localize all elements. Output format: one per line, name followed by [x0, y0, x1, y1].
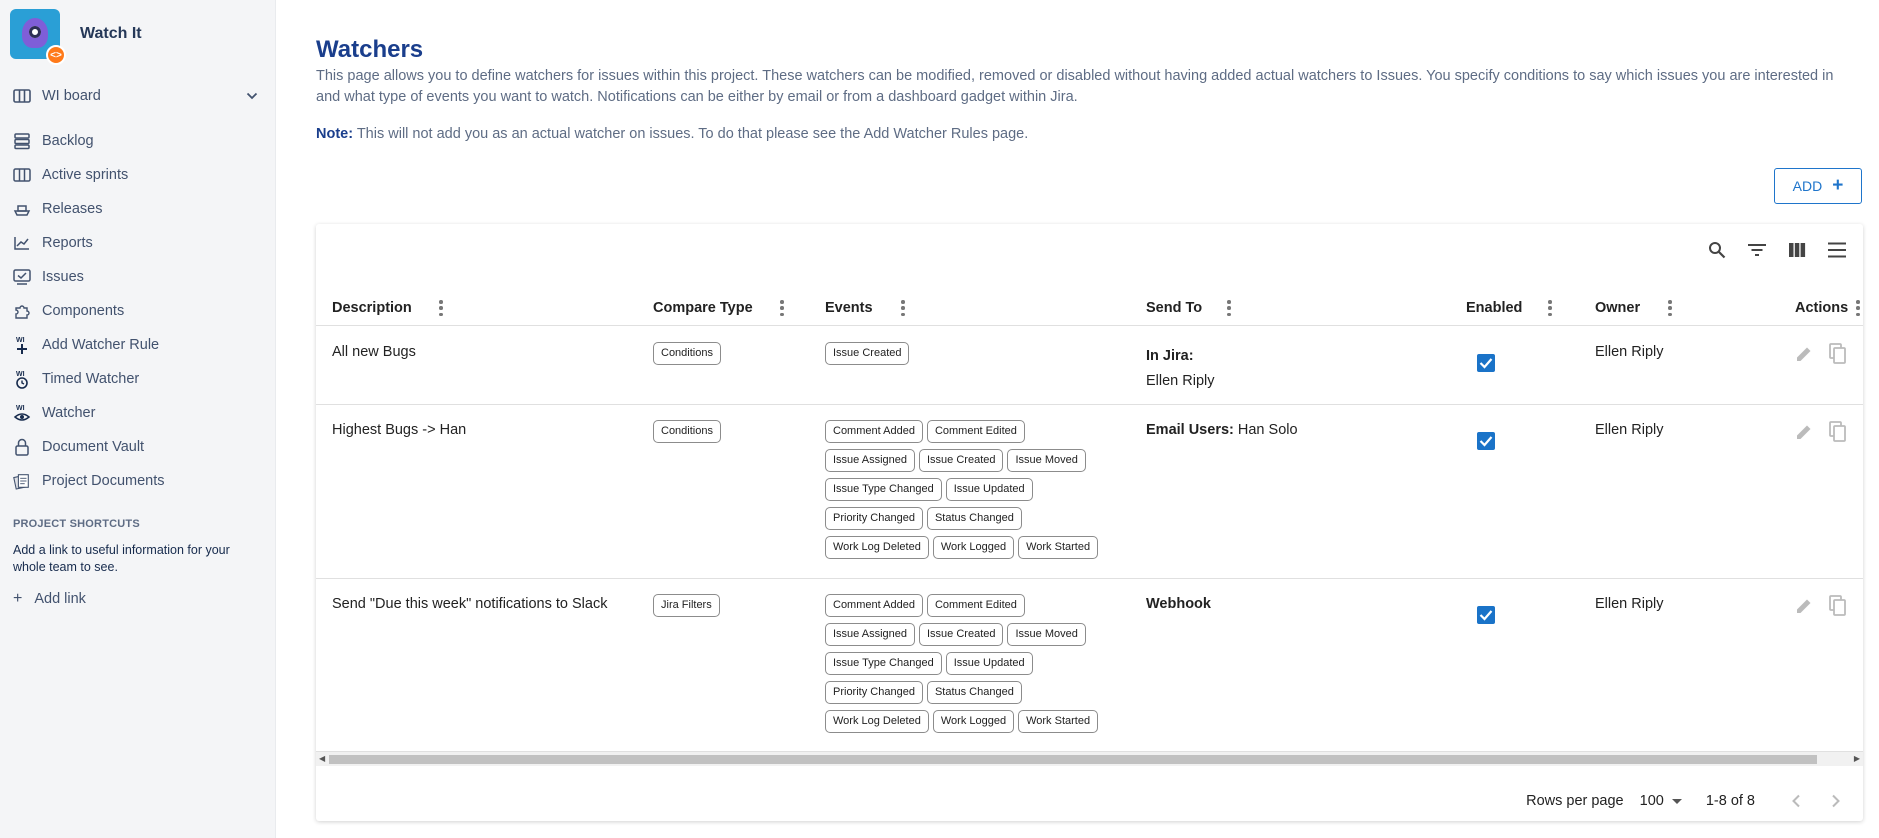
main-content	[316, 0, 1879, 838]
rows-per-page-value: 100	[1639, 793, 1664, 809]
column-menu-icon[interactable]	[900, 300, 906, 316]
event-chip: Comment Edited	[927, 594, 1025, 617]
previous-page-button[interactable]	[1783, 788, 1809, 814]
sidebar-item-watcher[interactable]	[0, 396, 275, 430]
column-header-compare-type[interactable]: Compare Type	[653, 299, 753, 316]
sidebar-item-releases[interactable]	[0, 192, 275, 226]
plus-icon: +	[13, 590, 23, 607]
add-watcher-button[interactable]	[1774, 168, 1862, 204]
horizontal-scrollbar[interactable]	[316, 752, 1863, 766]
compare-type-chip: Conditions	[653, 420, 721, 443]
event-chip: Issue Created	[919, 449, 1003, 472]
board-icon	[13, 87, 31, 105]
event-chip: Issue Moved	[1007, 623, 1085, 646]
row-send-to	[1146, 596, 1211, 612]
event-chip: Work Log Deleted	[825, 710, 929, 733]
svg-text:WI: WI	[16, 405, 25, 412]
column-header-enabled[interactable]: Enabled	[1466, 299, 1523, 316]
project-shortcuts-title: PROJECT SHORTCUTS	[13, 518, 140, 530]
event-chip: Issue Assigned	[825, 449, 915, 472]
row-enabled	[1477, 354, 1495, 372]
pagination-range: 1-8 of 8	[1705, 793, 1755, 809]
event-chip: Issue Type Changed	[825, 478, 942, 501]
row-owner: Ellen Riply	[1595, 344, 1664, 360]
send-to-value: Han Solo	[1237, 422, 1298, 438]
app-logo[interactable]	[10, 9, 60, 59]
note-label: Note:	[316, 126, 354, 142]
row-send-to	[1146, 422, 1298, 438]
compare-type-chip: Conditions	[653, 342, 721, 365]
row-events	[825, 342, 1115, 371]
row-owner: Ellen Riply	[1595, 422, 1664, 438]
wi-clock-icon	[13, 370, 31, 388]
event-chip: Comment Added	[825, 420, 923, 443]
page-intro: This page allows you to define watchers for issues within this project. These watchers can be modified, removed or disabled without having added actual watchers to Issues. You specify conditions to say which issues you are interested in and what type of events you want to watch. Notifications can be either by email or from a dashboard gadget within Jira.	[316, 68, 1834, 105]
column-header-description[interactable]: Description	[332, 299, 412, 316]
wi-eye-icon	[13, 404, 31, 422]
plus-icon: +	[1832, 175, 1844, 196]
chart-icon	[13, 234, 31, 252]
send-to-label: In Jira:	[1146, 348, 1194, 364]
column-header-owner[interactable]: Owner	[1595, 299, 1641, 316]
row-actions	[1794, 595, 1848, 617]
columns-icon	[13, 166, 31, 184]
row-description: Send "Due this week" notifications to Slack	[332, 596, 608, 612]
sidebar-item-label: Reports	[42, 235, 93, 251]
issues-icon	[13, 268, 31, 286]
copy-icon[interactable]	[1828, 595, 1848, 617]
edit-icon[interactable]	[1794, 595, 1814, 617]
compare-type-chip: Jira Filters	[653, 594, 720, 617]
table-row[interactable]	[316, 327, 1863, 405]
sidebar-board-selector[interactable]	[0, 78, 275, 114]
table-row[interactable]	[316, 579, 1863, 752]
code-icon: <>	[46, 45, 66, 65]
project-shortcuts-description: Add a link to useful information for your whole team to see.	[13, 543, 230, 574]
table-row[interactable]	[316, 405, 1863, 579]
row-compare-type	[653, 420, 725, 449]
sidebar-item-active-sprints[interactable]	[0, 158, 275, 192]
scroll-right-icon[interactable]: ▶	[1853, 754, 1860, 763]
add-link-label: Add link	[34, 591, 86, 607]
sidebar	[0, 0, 276, 838]
event-chip: Status Changed	[927, 681, 1022, 704]
search-icon[interactable]	[1705, 238, 1729, 262]
row-description: All new Bugs	[332, 344, 416, 360]
density-icon[interactable]	[1825, 238, 1849, 262]
sidebar-item-components[interactable]	[0, 294, 275, 328]
row-events	[825, 420, 1115, 565]
event-chip: Work Started	[1018, 536, 1098, 559]
sidebar-item-issues[interactable]	[0, 260, 275, 294]
row-compare-type	[653, 594, 724, 623]
event-chip: Work Logged	[933, 710, 1014, 733]
sidebar-item-label: Backlog	[42, 133, 94, 149]
rows-per-page-select[interactable]	[1640, 793, 1682, 809]
column-menu-icon[interactable]	[1226, 300, 1232, 316]
column-header-send-to[interactable]: Send To	[1146, 299, 1203, 316]
sidebar-item-label: Timed Watcher	[42, 371, 140, 387]
chevron-down-icon[interactable]	[246, 88, 258, 104]
table-header	[316, 289, 1863, 326]
event-chip: Issue Assigned	[825, 623, 915, 646]
event-chip: Issue Created	[825, 342, 909, 365]
puzzle-icon	[13, 302, 31, 320]
sidebar-item-label: Issues	[42, 269, 84, 285]
column-menu-icon[interactable]	[779, 300, 785, 316]
event-chip: Priority Changed	[825, 681, 923, 704]
page-note	[316, 126, 1028, 142]
event-chip: Status Changed	[927, 507, 1022, 530]
rows-per-page-label: Rows per page	[1526, 793, 1624, 809]
sidebar-item-document-vault[interactable]	[0, 430, 275, 464]
backlog-icon	[13, 132, 31, 150]
column-header-events[interactable]: Events	[825, 299, 873, 316]
caret-down-icon	[1672, 799, 1682, 804]
event-chip: Comment Added	[825, 594, 923, 617]
watchers-table	[316, 224, 1863, 821]
filter-icon[interactable]	[1745, 238, 1769, 262]
send-to-value: Ellen Riply	[1146, 373, 1215, 389]
sidebar-item-label: Document Vault	[42, 439, 145, 455]
sidebar-item-add-watcher-rule[interactable]	[0, 328, 275, 362]
row-enabled	[1477, 606, 1495, 624]
row-send-to	[1146, 344, 1215, 394]
copy-icon[interactable]	[1828, 421, 1848, 443]
table-pagination	[1526, 784, 1863, 818]
sidebar-item-project-documents[interactable]	[0, 464, 275, 498]
app-header	[0, 0, 275, 68]
event-chip: Issue Moved	[1007, 449, 1085, 472]
sidebar-item-label: Add Watcher Rule	[42, 337, 160, 353]
row-enabled	[1477, 432, 1495, 450]
view-columns-icon[interactable]	[1785, 238, 1809, 262]
column-menu-icon[interactable]	[1667, 300, 1673, 316]
copy-icon[interactable]	[1828, 343, 1848, 365]
note-text: This will not add you as an actual watcher on issues. To do that please see the Add Watcher Rules page.	[353, 126, 1029, 142]
wi-plus-icon	[13, 336, 31, 354]
event-chip: Work Log Deleted	[825, 536, 929, 559]
sidebar-item-timed-watcher[interactable]	[0, 362, 275, 396]
event-chip: Work Logged	[933, 536, 1014, 559]
row-actions	[1794, 421, 1848, 443]
scroll-left-icon[interactable]: ◀	[319, 754, 326, 763]
send-to-label: Webhook	[1146, 596, 1211, 612]
edit-icon[interactable]	[1794, 421, 1814, 443]
table-toolbar	[1705, 238, 1849, 262]
sidebar-item-label: Active sprints	[42, 167, 129, 183]
sidebar-item-label: Watcher	[42, 405, 96, 421]
sidebar-item-backlog[interactable]	[0, 124, 275, 158]
event-chip: Work Started	[1018, 710, 1098, 733]
ship-icon	[13, 200, 31, 218]
add-button-label: ADD	[1792, 178, 1823, 194]
edit-icon[interactable]	[1794, 343, 1814, 365]
sidebar-nav	[0, 78, 275, 498]
scrollbar-thumb[interactable]	[329, 755, 1817, 764]
event-chip: Priority Changed	[825, 507, 923, 530]
row-actions	[1794, 343, 1848, 365]
documents-icon	[13, 472, 31, 490]
row-description: Highest Bugs -> Han	[332, 422, 467, 438]
column-menu-icon[interactable]	[1547, 300, 1553, 316]
sidebar-item-reports[interactable]	[0, 226, 275, 260]
column-menu-icon[interactable]	[438, 300, 444, 316]
sidebar-item-label: Releases	[42, 201, 103, 217]
event-chip: Comment Edited	[927, 420, 1025, 443]
enabled-checkbox[interactable]	[1477, 606, 1495, 624]
enabled-checkbox[interactable]	[1477, 432, 1495, 450]
event-chip: Issue Updated	[946, 652, 1033, 675]
event-chip: Issue Created	[919, 623, 1003, 646]
eye-icon	[22, 18, 48, 48]
enabled-checkbox[interactable]	[1477, 354, 1495, 372]
svg-text:WI: WI	[16, 337, 25, 344]
column-header-actions: Actions	[1795, 299, 1849, 316]
next-page-button[interactable]	[1823, 788, 1849, 814]
add-link-button[interactable]	[13, 590, 262, 608]
sidebar-board-label: WI board	[42, 88, 101, 104]
svg-text:WI: WI	[16, 371, 25, 378]
app-title: Watch It	[80, 25, 142, 42]
event-chip: Issue Updated	[946, 478, 1033, 501]
column-menu-icon[interactable]	[1855, 300, 1861, 316]
sidebar-item-label: Components	[42, 303, 125, 319]
event-chip: Issue Type Changed	[825, 652, 942, 675]
row-compare-type	[653, 342, 725, 371]
row-events	[825, 594, 1115, 739]
row-owner: Ellen Riply	[1595, 596, 1664, 612]
lock-icon	[13, 438, 31, 456]
sidebar-item-label: Project Documents	[42, 473, 165, 489]
send-to-label: Email Users:	[1146, 422, 1234, 438]
page-title: Watchers	[316, 36, 424, 63]
